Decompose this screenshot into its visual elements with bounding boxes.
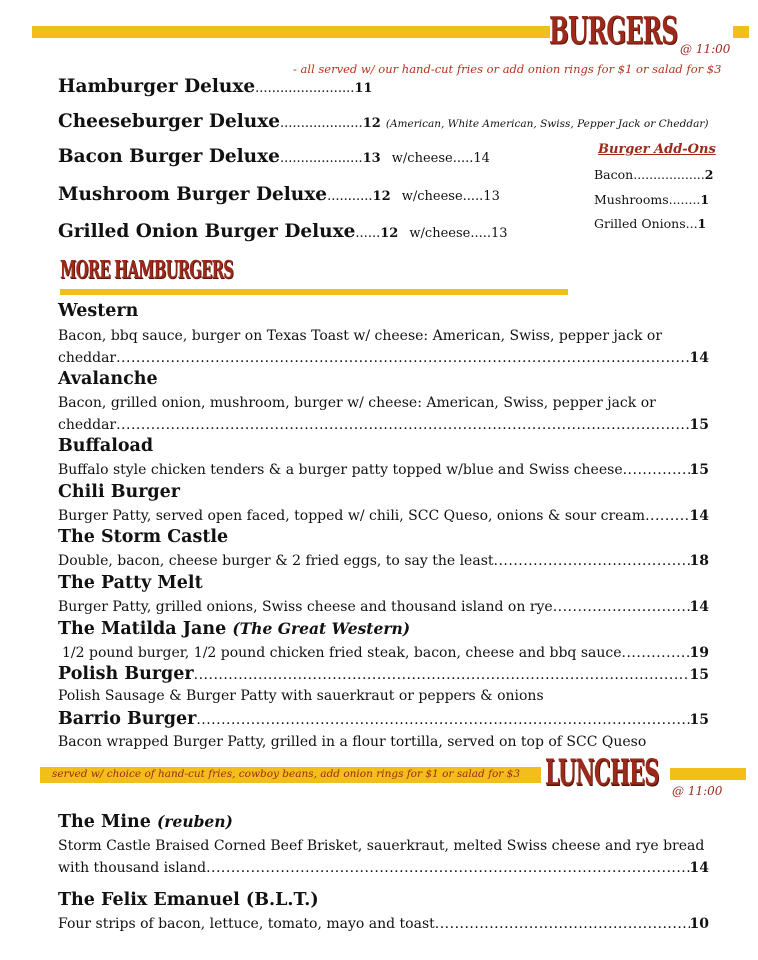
description-line: Double, bacon, cheese burger & 2 fried eggs, to say the least [58,553,494,569]
menu-item-description [58,836,709,879]
lunches-title: LUNCHES [545,753,659,794]
menu-item-name: Barrio Burger [58,709,197,729]
burgers-time: @ 11:00 [680,42,731,56]
menu-item-name: Buffaload [58,436,154,456]
addon-price: 1 [700,192,710,207]
lunches-time: @ 11:00 [672,784,723,798]
menu-item-description [58,460,709,482]
burger-name: Hamburger Deluxe [58,76,256,97]
description-end: cheddar [58,416,117,433]
menu-item-description [58,643,709,665]
description-line: Burger Patty, grilled onions, Swiss cheese and thousand island on rye [58,599,553,615]
burger-name: Cheeseburger Deluxe [58,111,281,132]
menu-item-name-row [58,812,233,832]
addon-name: Bacon [594,167,634,182]
menu-item-price: 15 [689,712,709,728]
price-line [58,506,709,528]
price-line [58,858,709,880]
burger-item: Bacon Burger Deluxe....................13 w/cheese.....14 [58,146,490,167]
price-line [58,460,709,482]
menu-item-heading [58,664,709,687]
description-end: with thousand island [58,859,207,876]
menu-item-description [58,506,709,528]
addon-dots: .................. [633,167,705,182]
menu-item-description: Bacon wrapped Burger Patty, grilled in a flour tortilla, served on top of SCC Queso [58,734,647,750]
menu-item-description: Polish Sausage & Burger Patty with sauerkraut or peppers & onions [58,688,544,704]
burger-price: 11 [354,81,373,96]
description-end: cheddar [58,349,117,366]
menu-item-name: The Matilda Jane [58,619,227,639]
description-line: Burger Patty, served open faced, topped w/ chili, SCC Queso, onions & sour cream [58,508,646,524]
burger-name: Mushroom Burger Deluxe [58,184,328,205]
description-line: Bacon, bbq sauce, burger on Texas Toast w/ cheese: American, Swiss, pepper jack or [58,328,663,344]
name-price-line [58,709,709,732]
menu-item-name: The Felix Emanuel (B.L.T.) [58,890,319,910]
more-hamburgers-bar [60,289,568,295]
burgers-header-bar-right [733,26,749,38]
burgers-header-bar [32,26,550,38]
description-line: Storm Castle Braised Corned Beef Brisket, sauerkraut, melted Swiss cheese and rye bread [58,838,705,854]
addon-item [594,167,713,182]
more-hamburgers-title: MORE HAMBURGERS [60,255,234,285]
burger-item: Hamburger Deluxe........................11 [58,76,373,97]
menu-item-description [58,326,709,369]
menu-item-description [58,551,709,573]
addon-name: Mushrooms [594,192,669,207]
addon-item [594,216,706,231]
burger-cheese-price: w/cheese.....13 [409,226,508,241]
menu-item-name-row [58,619,410,639]
menu-item-price: 14 [689,599,709,615]
addon-dots: ... [685,216,698,231]
burger-item: Grilled Onion Burger Deluxe......12 w/cheese.....13 [58,221,508,242]
description-line: 1/2 pound burger, 1/2 pound chicken fried steak, bacon, cheese and bbq sauce [62,645,622,661]
menu-item-price: 14 [689,859,709,876]
addon-price: 1 [697,216,707,231]
menu-item-name: The Mine [58,812,151,832]
menu-item-price: 15 [689,462,709,478]
description-line: Bacon, grilled onion, mushroom, burger w/ cheese: American, Swiss, pepper jack or [58,395,656,411]
burger-cheese-price: w/cheese.....13 [401,189,500,204]
price-line [58,597,709,619]
menu-item-price: 15 [689,667,709,683]
menu-item-price: 10 [689,916,709,932]
addon-dots: ........ [668,192,701,207]
price-line [58,643,709,665]
menu-item-description [58,597,709,619]
menu-item-price: 19 [689,645,709,661]
addon-name: Grilled Onions [594,216,686,231]
description-line: Buffalo style chicken tenders & a burger patty topped w/blue and Swiss cheese [58,462,623,478]
name-price-line [58,664,709,687]
menu-item-price: 18 [689,553,709,569]
description-line: Four strips of bacon, lettuce, tomato, mayo and toast [58,916,435,932]
burger-price: 13 [362,151,381,166]
menu-item-description [58,393,709,436]
lunches-bar-right [670,768,746,780]
price-line [58,914,709,936]
burger-price: 12 [362,116,381,131]
burger-cheese-options: (American, White American, Swiss, Pepper Jack or Cheddar) [385,118,709,130]
price-line [58,348,709,370]
menu-item-name: Chili Burger [58,482,181,502]
menu-item-name: Western [58,301,139,321]
menu-item-heading [58,709,709,732]
burgers-title: BURGERS [549,9,678,54]
burger-name: Grilled Onion Burger Deluxe [58,221,356,242]
addon-price: 2 [704,167,714,182]
menu-item-name: Polish Burger [58,664,194,684]
menu-item-description [58,914,709,936]
burger-item: Cheeseburger Deluxe....................12 (American, White American, Swiss, Pepper Jack or Cheddar) [58,111,709,132]
menu-item-name: Avalanche [58,369,158,389]
burger-cheese-price: w/cheese.....14 [391,151,490,166]
menu-item-subtitle: (reuben) [156,812,233,831]
menu-item-price: 14 [689,349,709,366]
menu-item-name: The Storm Castle [58,527,229,547]
burger-price: 12 [372,189,391,204]
burger-price: 12 [380,226,399,241]
menu-item-price: 15 [689,416,709,433]
addon-item [594,192,709,207]
menu-item-subtitle: (The Great Western) [232,619,411,638]
burger-name: Bacon Burger Deluxe [58,146,280,167]
price-line [58,551,709,573]
burger-item: Mushroom Burger Deluxe...........12 w/cheese.....13 [58,184,500,205]
price-line [58,415,709,437]
burgers-note: - all served w/ our hand-cut fries or add onion rings for $1 or salad for $3 [293,62,722,76]
lunches-note: served w/ choice of hand-cut fries, cowboy beans, add onion rings for $1 or salad for $3 [52,768,520,780]
addons-title: Burger Add-Ons [598,142,716,157]
menu-item-name: The Patty Melt [58,573,203,593]
menu-item-price: 14 [689,508,709,524]
